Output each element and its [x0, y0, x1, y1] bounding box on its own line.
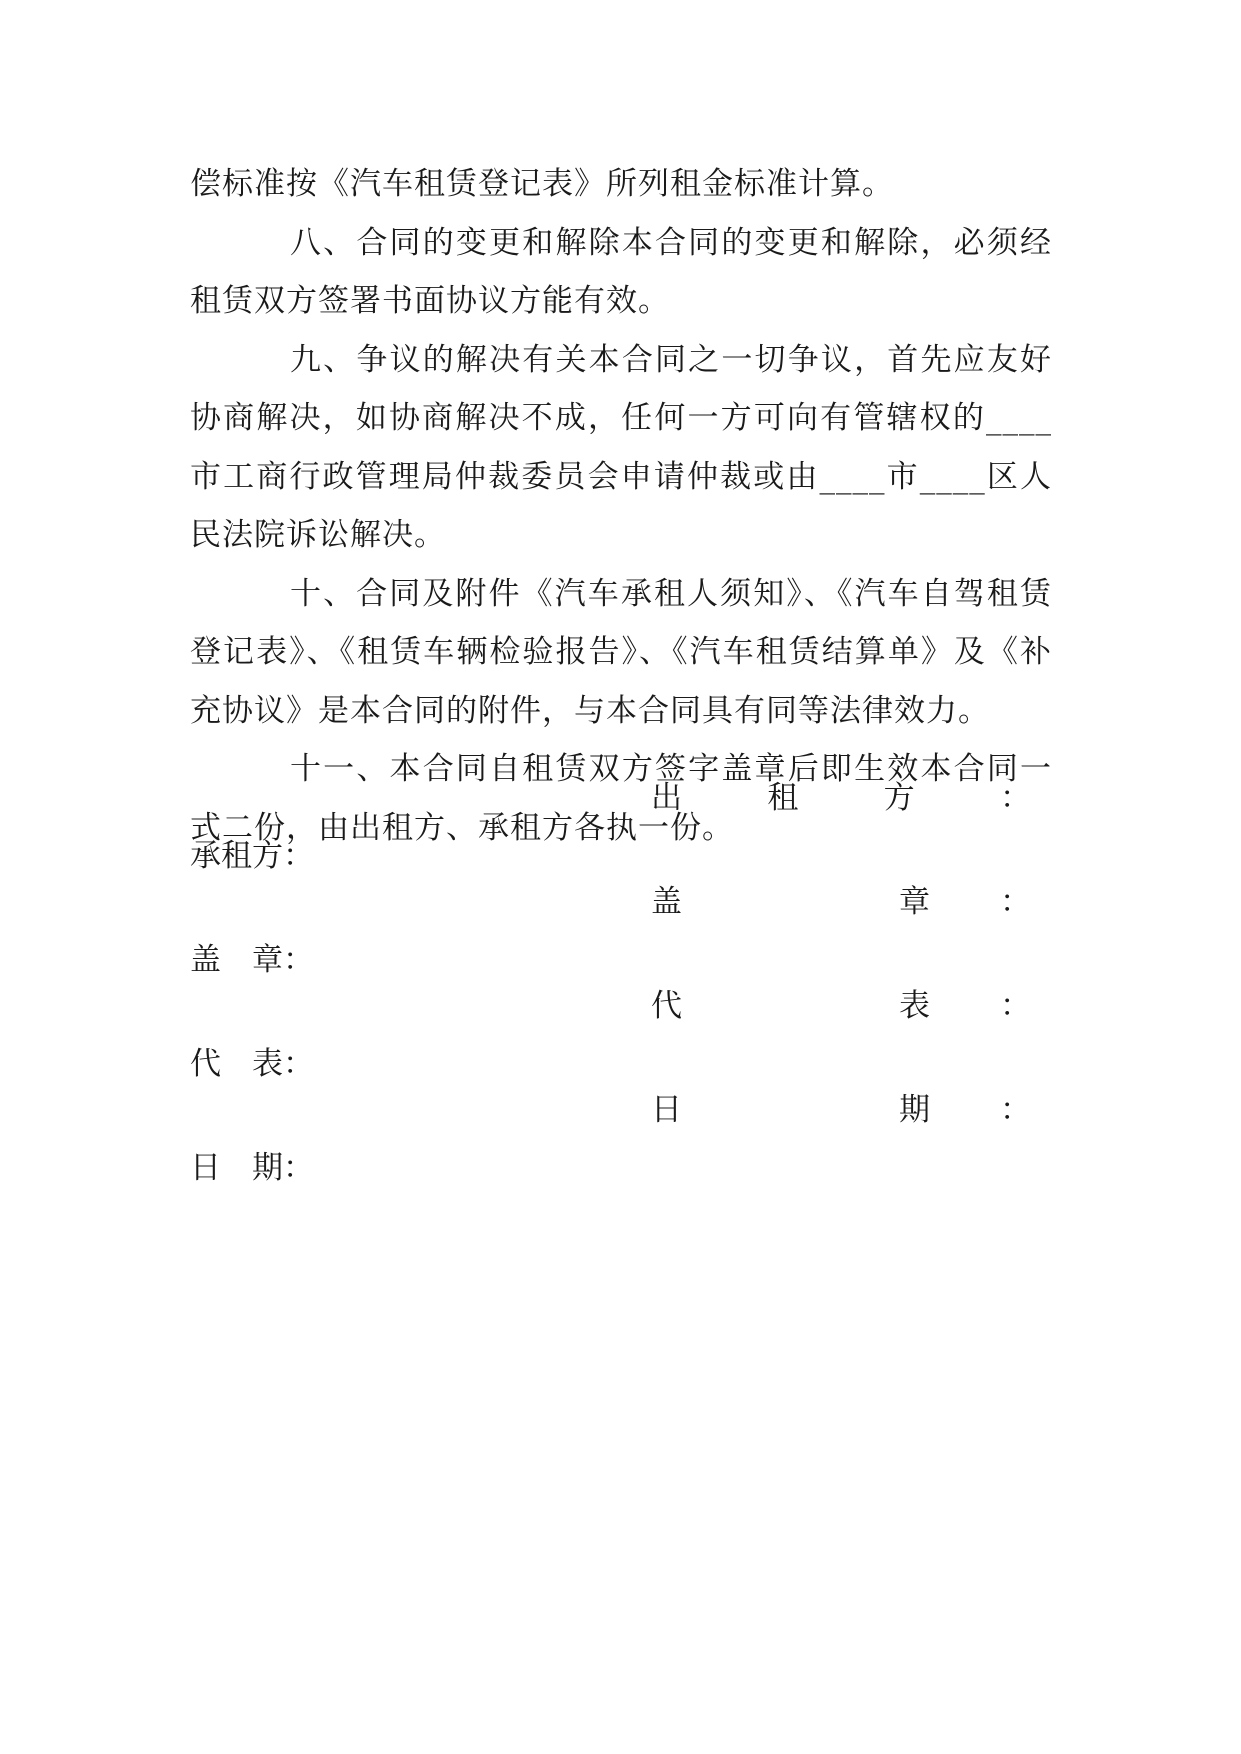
lessor-date-label [651, 1090, 1031, 1130]
rep-char-2: 表 [899, 988, 930, 1024]
date-char-2: 期 [899, 1092, 930, 1128]
paragraph-clause-9: 九、争议的解决有关本合同之一切争议，首先应友好协商解决，如协商解决不成，任何一方可向有管辖权的____市工商行政管理局仲裁委员会申请仲裁或由____市____区人民法院诉讼解决。 [190, 341, 1052, 553]
lessee-date-label: 日 期： [190, 1150, 314, 1186]
lessor-colon: ： [999, 780, 1031, 816]
rep-char-1: 代 [651, 988, 682, 1024]
lessor-label [651, 778, 1031, 818]
lessor-char-2: 租 [767, 780, 799, 816]
lessee-label: 承租方： [190, 838, 314, 874]
paragraph-clause-11: 十一、本合同自租赁双方签字盖章后即生效本合同一式二份，由出租方、承租方各执一份。 [190, 751, 1052, 846]
lessor-char-3: 方 [883, 780, 915, 816]
paragraph-continuation: 偿标准按《汽车租赁登记表》所列租金标准计算。 [190, 166, 894, 202]
date-char-1: 日 [651, 1092, 682, 1128]
seal-colon: ： [1000, 884, 1031, 920]
paragraph-clause-10: 十、合同及附件《汽车承租人须知》、《汽车自驾租赁登记表》、《租赁车辆检验报告》、《汽车租赁结算单》及《补充协议》是本合同的附件，与本合同具有同等法律效力。 [190, 575, 1052, 729]
lessor-rep-label [651, 986, 1031, 1026]
lessor-char-1: 出 [651, 780, 682, 816]
date-colon: ： [1000, 1092, 1031, 1128]
rep-colon: ： [1000, 988, 1031, 1024]
seal-char-1: 盖 [651, 884, 682, 920]
contract-body [190, 155, 1052, 857]
seal-char-2: 章 [899, 884, 930, 920]
lessor-seal-label [651, 882, 1031, 922]
lessee-seal-label: 盖 章： [190, 942, 314, 978]
paragraph-clause-8: 八、合同的变更和解除本合同的变更和解除，必须经租赁双方签署书面协议方能有效。 [190, 224, 1052, 319]
lessee-rep-label: 代 表： [190, 1046, 314, 1082]
